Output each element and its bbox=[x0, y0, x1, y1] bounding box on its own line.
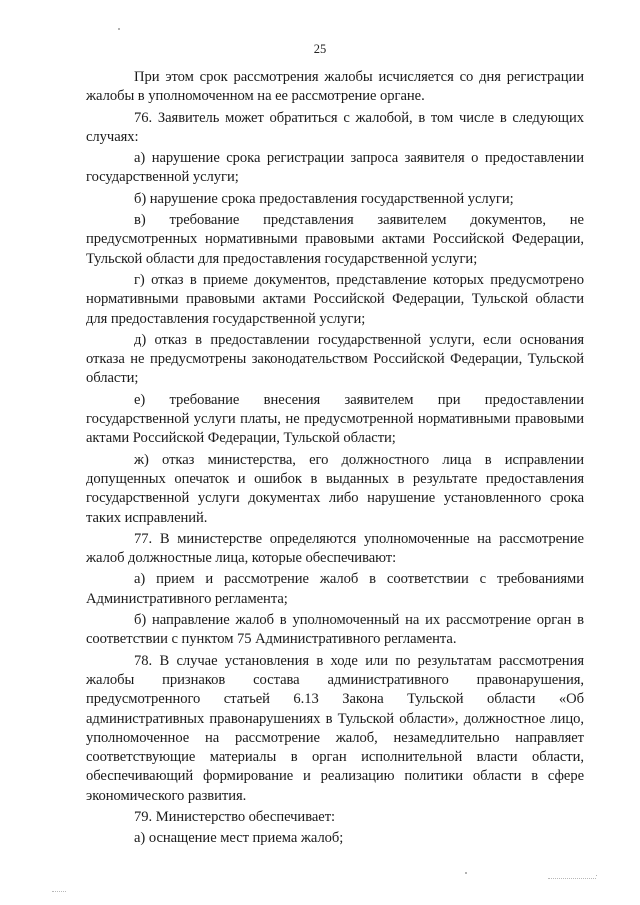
paragraph-77-b: б) направление жалоб в уполномоченный на их рассмотрение орган в соответствии с пунктом 75 Административного регламента. bbox=[86, 612, 584, 648]
scan-speck bbox=[465, 872, 467, 874]
scan-dots bbox=[548, 878, 596, 879]
paragraph-76-zh: ж) отказ министерства, его должностного лица в исправлении допущенных опечаток и ошибок в выданных в результате предоставления государственной услуги документах либо нарушение установленного срока таких исправлений. bbox=[86, 451, 584, 526]
paragraph-79: 79. Министерство обеспечивает: bbox=[134, 808, 336, 825]
paragraph-77-a: а) прием и рассмотрение жалоб в соответствии с требованиями Административного регламента; bbox=[86, 571, 584, 607]
scan-dots bbox=[52, 891, 66, 892]
paragraph-77: 77. В министерстве определяются уполномоченные на рассмотрение жалоб должностные лица, которые обеспечивают: bbox=[86, 530, 584, 567]
paragraph-complaint-period: При этом срок рассмотрения жалобы исчисляется со дня регистрации жалобы в уполномоченном на ее рассмотрение органе. bbox=[86, 69, 584, 105]
scan-speck bbox=[596, 875, 597, 876]
paragraph-76-e: е) требование внесения заявителем при предоставлении государственной услуги платы, не предусмотренной нормативными правовыми актами Российской Федерации, Тульской области; bbox=[86, 391, 584, 447]
page-number: 25 bbox=[313, 42, 327, 56]
paragraph-76-a: а) нарушение срока регистрации запроса заявителя о предоставлении государственной услуги; bbox=[86, 150, 584, 186]
paragraph-76-v: в) требование представления заявителем документов, не предусмотренных нормативными правовыми актами Российской Федерации, Тульской области для предоставления государственной услуги; bbox=[86, 212, 584, 267]
paragraph-79-a: а) оснащение мест приема жалоб; bbox=[134, 830, 344, 847]
document-body bbox=[86, 68, 584, 851]
scan-speck bbox=[118, 28, 120, 30]
paragraph-76-g: г) отказ в приеме документов, представление которых предусмотрено нормативными правовыми актами Российской Федерации, Тульской области для предоставления государственной услуги; bbox=[86, 271, 584, 327]
paragraph-78: 78. В случае установления в ходе или по результатам рассмотрения жалобы признаков состава административного правонарушения, предусмотренного статьей 6.13 Закона Тульской области «Об административных правонарушениях в Тульской области», должностное лицо, уполномоченное на рассмотрение жалоб, незамедлительно направляет соответствующие материалы в орган исполнительной власти области, обеспечивающий формирование и реализацию политики области в сфере экономического развития. bbox=[86, 652, 584, 804]
paragraph-76-d: д) отказ в предоставлении государственной услуги, если основания отказа не предусмотрены законодательством Российской Федерации, Тульской области; bbox=[86, 331, 584, 387]
paragraph-76: 76. Заявитель может обратиться с жалобой, в том числе в следующих случаях: bbox=[86, 109, 584, 145]
paragraph-76-b: б) нарушение срока предоставления государственной услуги; bbox=[134, 190, 514, 207]
